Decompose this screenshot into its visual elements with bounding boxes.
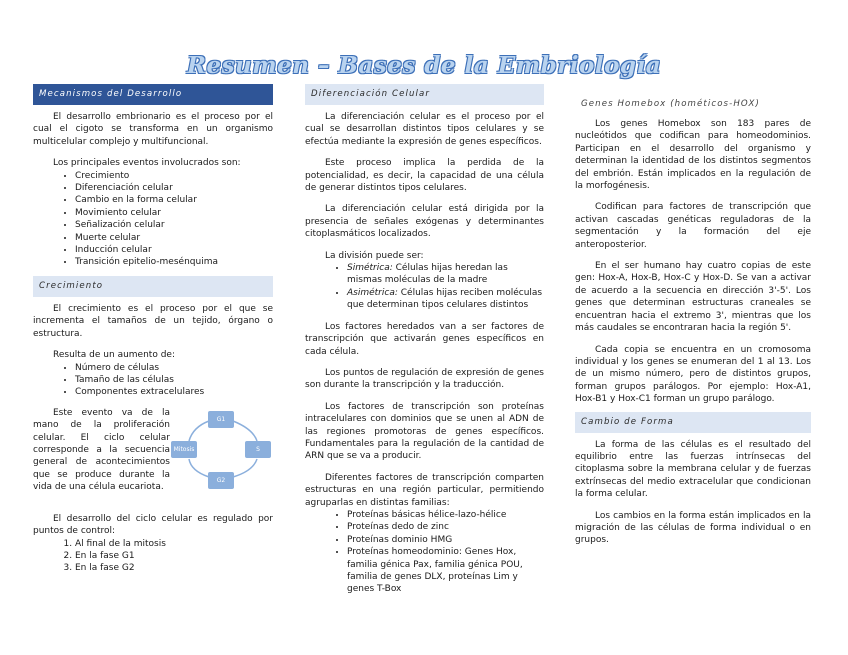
list-item: • Proteínas dominio HMG <box>347 534 544 546</box>
growth-list <box>33 362 273 399</box>
list-item: • Diferenciación celular <box>75 182 273 194</box>
list-item: • Proteínas dedo de zinc <box>347 521 544 533</box>
list-item: • Proteínas básicas hélice-lazo-hélice <box>347 509 544 521</box>
paragraph: La diferenciación celular es el proceso por el cual se desarrollan distintos tipos celulares y se efectúa mediante la expresión de genes específicos. <box>305 112 544 147</box>
paragraph: Los genes Homebox son 183 pares de nucleótidos que codifican para homeodominios. Participan en el desarrollo del organismo y determinan la identidad de los distintos segmentos del embrión. Están implicados en la regulación de la morfogénesis. <box>575 119 811 192</box>
cell-cycle-diagram <box>173 409 273 489</box>
cycle-node-g2: G2 <box>208 472 234 489</box>
list-item: • Proteínas homeodominio: Genes Hox, familia génica Pax, familia génica POU, familia de genes DLX, proteínas Lim y genes T-Box <box>347 546 544 596</box>
list-item: • Tamaño de las células <box>75 374 273 386</box>
paragraph: Cada copia se encuentra en un cromosoma individual y los genes se enumeran del 1 al 13. Los de un mismo número, pero de distintos grupos, forman grupos parálogos. Por ejemplo: Hox-A1, Hox-B1 y Hox-C1 forman un grupo parálogo. <box>575 344 811 405</box>
list-item: • Movimiento celular <box>75 207 273 219</box>
column-3 <box>575 94 811 547</box>
paragraph: Los principales eventos involucrados son: <box>53 158 241 169</box>
paragraph: Codifican para factores de transcripción que activan cascadas genéticas reguladoras de la segmentación y la formación del eje anteroposterior. <box>575 202 811 250</box>
cycle-node-mitosis: Mitosis <box>171 441 197 458</box>
list-item: • Muerte celular <box>75 232 273 244</box>
cycle-node-g1: G1 <box>208 411 234 428</box>
column-1 <box>33 84 273 575</box>
section-header-diferenciacion: Diferenciación Celular <box>305 84 544 105</box>
section-header-forma: Cambio de Forma <box>575 412 811 433</box>
list-item: • Componentes extracelulares <box>75 386 273 398</box>
paragraph: La división puede ser: <box>325 250 424 261</box>
families-list <box>305 509 544 596</box>
list-item: 1. Al final de la mitosis <box>75 538 273 550</box>
paragraph: Los factores heredados van a ser factores de transcripción que activarán genes específicos en cada célula. <box>305 321 544 357</box>
paragraph: Este proceso implica la perdida de la potencialidad, es decir, la capacidad de una célula de generar distintos tipos celulares. <box>305 158 544 194</box>
paragraph: Diferentes factores de transcripción comparten estructuras en una región particular, permitiendo agruparlas en distintas familias: <box>305 472 544 508</box>
paragraph: Los cambios en la forma están implicados en la migración de las células de forma individual o en grupos. <box>575 510 811 546</box>
list-item: • Inducción celular <box>75 244 273 256</box>
paragraph: El desarrollo del ciclo celular es regulado por puntos de control: <box>33 513 273 537</box>
paragraph: El crecimiento es el proceso por el que se incrementa el tamaños de un tejido, órgano o estructura. <box>33 303 273 339</box>
list-item: • Cambio en la forma celular <box>75 194 273 206</box>
list-item: 3. En la fase G2 <box>75 562 273 574</box>
list-item: • Transición epitelio-mesénquima <box>75 256 273 268</box>
paragraph: Este evento va de la mano de la proliferación celular. El ciclo celular corresponde a la secuencia general de acontecimientos que se produce durante la vida de una célula eucariota. <box>33 407 170 493</box>
section-header-homebox: Genes Homebox (hométicos-HOX) <box>581 99 760 109</box>
paragraph: Los puntos de regulación de expresión de genes son durante la transcripción y la traducción. <box>305 367 544 391</box>
cycle-node-s: S <box>245 441 271 458</box>
list-item: 2. En la fase G1 <box>75 550 273 562</box>
term: Simétrica: <box>347 263 393 274</box>
paragraph: La diferenciación celular está dirigida por la presencia de señales exógenas y determinantes citoplasmáticos localizados. <box>305 204 544 240</box>
paragraph: La forma de las células es el resultado del equilibrio entre las fuerzas intrínsecas del citoplasma sobre la membrana celular y de fuerzas extrínsecas del medio extracelular que condicionan la forma celular. <box>575 439 811 500</box>
list-item: • Crecimiento <box>75 170 273 182</box>
paragraph: El desarrollo embrionario es el proceso por el cual el cigoto se transforma en un organismo multicelular complejo y multifuncional. <box>33 112 273 147</box>
control-points-list <box>33 538 273 575</box>
paragraph: En el ser humano hay cuatro copias de este gen: Hox-A, Hox-B, Hox-C y Hox-D. Se van a activar de acuerdo a la secuencia en dirección 3'-5'. Los genes que determinan estructuras craneales se encuentran hacia el extremo 3', mientras que los más caudales se encontraran hacia la región 5'. <box>575 261 811 334</box>
section-header-crecimiento: Crecimiento <box>33 276 273 297</box>
list-item: • Simétrica: Células hijas heredan las mismas moléculas de la madre <box>347 262 544 287</box>
paragraph: Resulta de un aumento de: <box>53 350 175 361</box>
column-2 <box>305 84 544 596</box>
list-item: • Número de células <box>75 362 273 374</box>
section-header-mecanismos: Mecanismos del Desarrollo <box>33 84 273 105</box>
page-title: Resumen – Bases de la Embriología <box>186 52 662 79</box>
event-list <box>33 170 273 269</box>
paragraph: Los factores de transcripción son proteínas intracelulares con dominios que se unen al ADN de las regiones promotoras de genes específicos. Fundamentales para la regulación de la cantidad de ARN que se va a producir. <box>305 401 544 462</box>
list-item: • Asimétrica: Células hijas reciben moléculas que determinan tipos celulares distintos <box>347 287 544 312</box>
term: Asimétrica: <box>347 287 398 298</box>
list-item: • Señalización celular <box>75 219 273 231</box>
division-list <box>305 262 544 312</box>
